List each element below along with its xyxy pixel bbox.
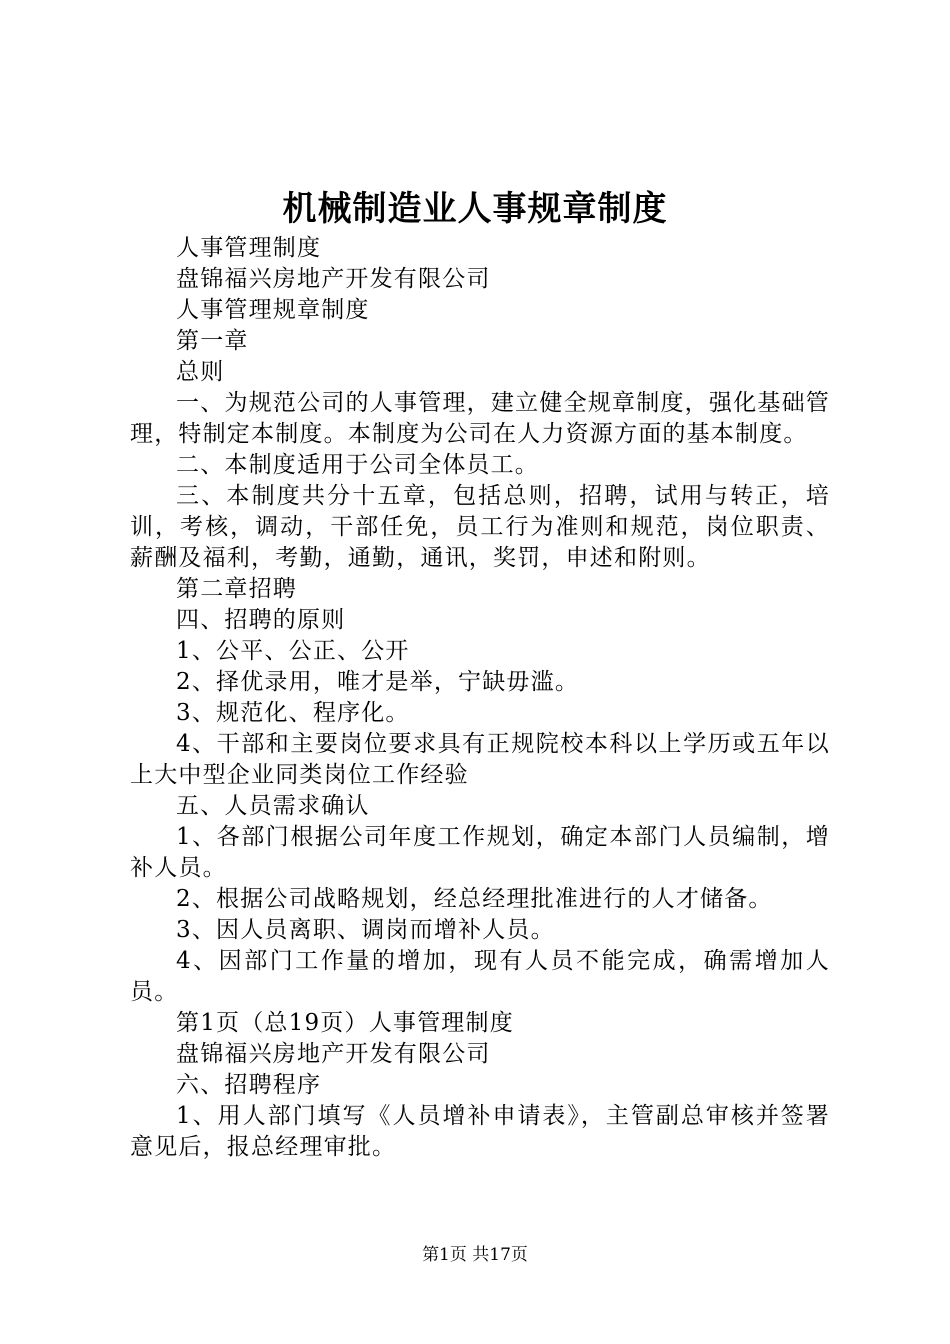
paragraph: 六、招聘程序 [176, 1072, 322, 1098]
paragraph: 第一章 [176, 328, 249, 354]
document-title: 机械制造业人事规章制度 [282, 189, 668, 229]
paragraph: 第1页（总19页）人事管理制度 [176, 1010, 514, 1036]
paragraph: 3、因人员离职、调岗而增补人员。 [176, 917, 555, 943]
paragraph: 人事管理规章制度 [176, 297, 370, 323]
paragraph: 4、因部门工作量的增加，现有人员不能完成，确需增加人员。 [130, 948, 830, 1005]
page-footer: 第1页 共17页 [422, 1245, 528, 1265]
paragraph: 盘锦福兴房地产开发有限公司 [176, 1041, 491, 1067]
document-body [130, 233, 830, 1163]
paragraph: 1、公平、公正、公开 [176, 638, 410, 664]
paragraph: 三、本制度共分十五章，包括总则，招聘，试用与转正，培训，考核，调动，干部任免，员工行为准则和规范，岗位职责、薪酬及福利，考勤，通勤，通讯，奖罚，申述和附则。 [130, 483, 830, 571]
paragraph: 1、各部门根据公司年度工作规划，确定本部门人员编制，增补人员。 [130, 824, 830, 881]
paragraph: 第二章招聘 [176, 576, 297, 602]
paragraph: 一、为规范公司的人事管理，建立健全规章制度，强化基础管理，特制定本制度。本制度为公司在人力资源方面的基本制度。 [130, 390, 830, 447]
paragraph: 2、根据公司战略规划，经总经理批准进行的人才储备。 [176, 886, 773, 912]
paragraph: 总则 [176, 359, 225, 385]
paragraph: 人事管理制度 [176, 235, 322, 261]
paragraph: 五、人员需求确认 [176, 793, 370, 819]
paragraph: 3、规范化、程序化。 [176, 700, 410, 726]
paragraph: 2、择优录用，唯才是举，宁缺毋滥。 [176, 669, 580, 695]
paragraph: 四、招聘的原则 [176, 607, 346, 633]
paragraph: 二、本制度适用于公司全体员工。 [176, 452, 539, 478]
paragraph: 4、干部和主要岗位要求具有正规院校本科以上学历或五年以上大中型企业同类岗位工作经验 [130, 731, 830, 788]
paragraph: 盘锦福兴房地产开发有限公司 [176, 266, 491, 292]
paragraph: 1、用人部门填写《人员增补申请表》，主管副总审核并签署意见后，报总经理审批。 [130, 1103, 830, 1160]
